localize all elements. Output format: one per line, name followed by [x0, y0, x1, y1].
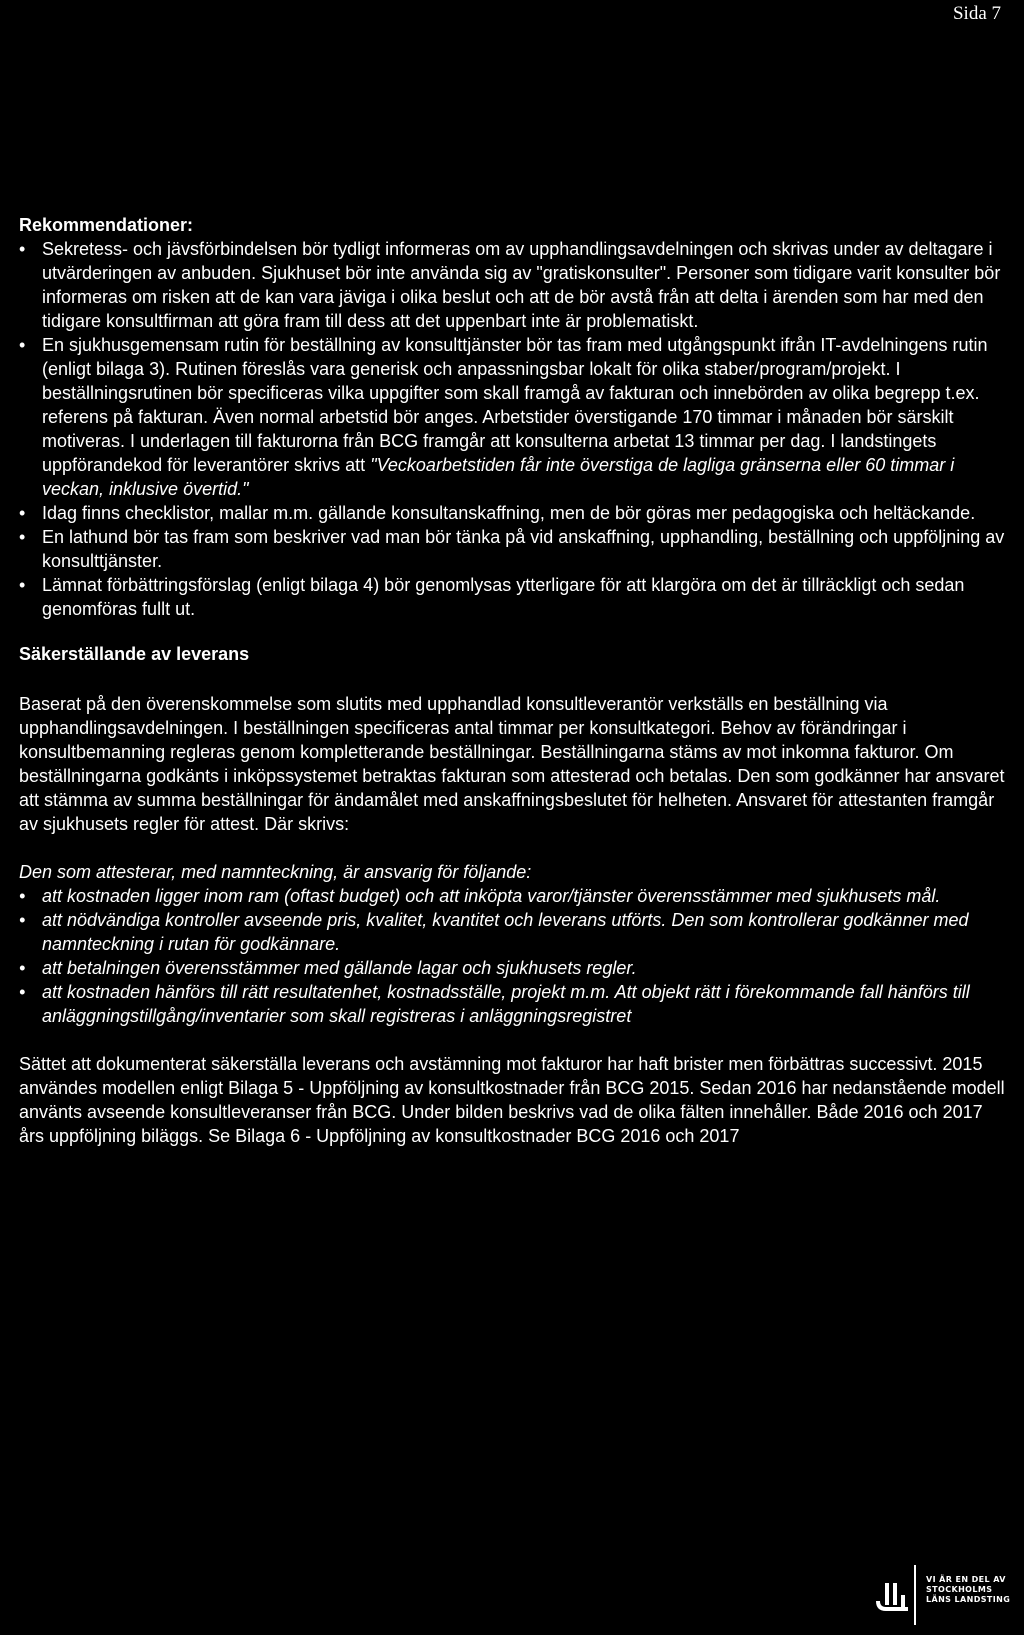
delivery-section-title: Säkerställande av leverans: [19, 644, 250, 664]
routine-item-text: En sjukhusgemensam rutin för beställning av konsulttjänster bör tas fram med utgångspunkt ifrån IT-avdelningens rutin (enligt bilaga 3). Rutinen föreslås vara generisk och anpassningsbar lokalt för olika staber/program/projekt. I beställningsrutinen bör specificeras vilka uppgifter som skall framgå av fakturan och innebörden av olika begrepp t.ex. referens på fakturan. Även normal arbetstid bör anges. Arbetstider överstigande 170 timmar i månaden bör särskilt motiveras. I underlagen till fakturorna från BCG framgår att konsulterna arbetat 13 timmar per dag. I landstingets uppförandekod för leverantörer skrivs att: [42, 335, 988, 475]
attest-intro: Den som attesterar, med namnteckning, är ansvarig för följande:: [19, 862, 532, 882]
attest-item: • att kostnaden ligger inom ram (oftast budget) och att inköpta varor/tjänster överensstämmer med sjukhusets mål.: [19, 884, 1009, 908]
page-number: Sida 7: [952, 3, 1001, 24]
recommendations-heading: Rekommendationer:: [19, 215, 194, 235]
document-body: [19, 213, 1009, 1148]
recommendation-item-routine: [19, 333, 1009, 501]
logo-text-line: LÄNS LANDSTING: [926, 1595, 1011, 1604]
sll-logo: [874, 1563, 1019, 1629]
logo-divider: [914, 1565, 916, 1625]
recommendation-item-improvements: • Lämnat förbättringsförslag (enligt bilaga 4) bör genomlysas ytterligare för att klargöra om det är tillräckligt och sedan genomföras fullt ut.: [19, 573, 1009, 621]
closing-paragraph: Sättet att dokumenterat säkerställa leverans och avstämning mot fakturor har haft brister men förbättras successivt. 2015 användes modellen enligt Bilaga 5 - Uppföljning av konsultkostnader från BCG 2015. Sedan 2016 har nedanstående modell använts avseende konsultleveranser från BCG. Under bilden beskrivs vad de olika fälten innehåller. Både 2016 och 2017 års uppföljning biläggs. Se Bilaga 6 - Uppföljning av konsultkostnader BCG 2016 och 2017: [19, 1054, 1005, 1146]
recommendation-item-checklists: • Idag finns checklistor, mallar m.m. gällande konsultanskaffning, men de bör göras mer pedagogiska och heltäckande.: [19, 501, 1009, 525]
attest-item: • att betalningen överensstämmer med gällande lagar och sjukhusets regler.: [19, 956, 1009, 980]
recommendation-item-confidentiality: • Sekretess- och jävsförbindelsen bör tydligt informeras om av upphandlingsavdelningen och skrivas under av deltagare i utvärderingen av anbuden. Sjukhuset bör inte använda sig av "gratiskonsulter". Personer som tidigare varit konsulter bör informeras om risken att de kan vara jäviga i olika beslut och att de bör avstå från att delta i ärenden som har med den tidigare konsultfirman att göra fram till dess att det uppenbart inte är problematiskt.: [19, 237, 1009, 333]
recommendation-item-guide: • En lathund bör tas fram som beskriver vad man bör tänka på vid anskaffning, upphandling, beställning och uppföljning av konsulttjänster.: [19, 525, 1009, 573]
attest-item: • att kostnaden hänförs till rätt resultatenhet, kostnadsställe, projekt m.m. Att objekt rätt i förekommande fall hänförs till anläggningstillgång/inventarier som skall registreras i anläggningsregistret: [19, 980, 1009, 1028]
delivery-intro-paragraph: Baserat på den överenskommelse som slutits med upphandlad konsultleverantör verkställs en beställning via upphandlingsavdelningen. I beställningen specificeras antal timmar per konsultkategori. Behov av förändringar i konsultbemanning regleras genom kompletterande beställningar. Beställningarna stäms av mot inkomna fakturor. Om beställningarna godkänts i inköpssystemet betraktas fakturan som attesterad och betalas. Den som godkänner har ansvaret att stämma av summa beställningar för ändamålet med anskaffningsbeslutet för helheten. Ansvaret för attestanten framgår av sjukhusets regler för attest. Där skrivs:: [19, 694, 1005, 834]
logo-text-line: STOCKHOLMS: [926, 1585, 993, 1594]
attest-list: [19, 884, 1009, 1028]
attest-item: • att nödvändiga kontroller avseende pris, kvalitet, kvantitet och leverans utförts. Den som kontrollerar godkänner med namnteckning i rutan för godkännare.: [19, 908, 1009, 956]
sll-logo-icon: [874, 1581, 908, 1615]
logo-text-line: VI ÄR EN DEL AV: [926, 1575, 1006, 1584]
routine-item-quote: "Veckoarbetstiden får inte överstiga de lagliga gränserna eller 60 timmar i veckan, inklusive övertid.": [42, 455, 955, 499]
recommendations-list: [19, 237, 1009, 621]
logo-text: [926, 1575, 1010, 1605]
